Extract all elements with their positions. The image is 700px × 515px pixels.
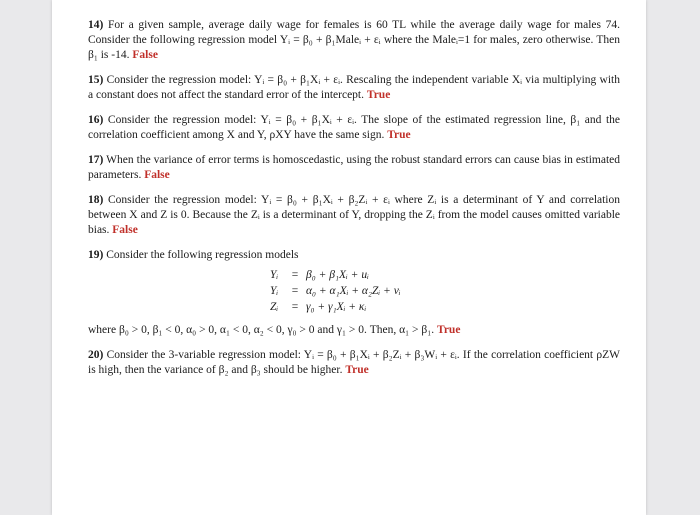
question-text: where β₀ > 0, β₁ < 0, α₀ > 0, α₁ < 0, α₂ < 0, γ₀ > 0 and γ₁ > 0. Then, α₁ > β₁.	[88, 324, 435, 336]
question-text: Consider the 3-variable regression model: Yᵢ = β₀ + β₁Xᵢ + β₂Zᵢ + β₃Wᵢ + εᵢ. If the correlation coefficient ρZW is high, then the variance of β₂ and β₃ should be higher.	[88, 349, 620, 376]
document-page	[52, 0, 646, 515]
question-text: When the variance of error terms is homoscedastic, using the robust standard errors can cause bias in estimated parameters.	[88, 154, 621, 181]
question-text: For a given sample, average daily wage for females is 60 TL while the average daily wage for males 74. Consider the following regression model Yᵢ = β₀ + β₁Maleᵢ + εᵢ where the Maleᵢ=1 for males, zero otherwise. Then β₁ is -14.	[88, 19, 621, 61]
question-16	[88, 113, 620, 143]
question-text: Consider the regression model: Yᵢ = β₀ + β₁Xᵢ + εᵢ. Rescaling the independent variable Xᵢ via multiplying with a constant does not affect the standard error of the intercept.	[88, 74, 620, 101]
equation-lhs: Yᵢ	[270, 269, 279, 281]
answer-label: True	[387, 129, 411, 141]
equation-row	[270, 283, 620, 299]
question-condition	[88, 323, 620, 338]
question-17	[88, 153, 620, 183]
question-number: 15)	[88, 74, 104, 86]
question-number: 14)	[88, 19, 104, 31]
answer-label: True	[366, 89, 391, 101]
equation-rhs: α₀ + α₁Xᵢ + α₂Zᵢ + vᵢ	[306, 285, 401, 297]
question-text: Consider the regression model: Yᵢ = β₀ + β₁Xᵢ + εᵢ. The slope of the estimated regression line, β₁ and the correlation coefficient among X and Y, ρXY have the same sign.	[88, 114, 621, 141]
question-number: 17)	[88, 154, 104, 166]
question-number: 19)	[88, 249, 104, 261]
question-18	[88, 193, 620, 238]
answer-label: False	[132, 49, 158, 61]
equation-rhs: β₀ + β₁Xᵢ + uᵢ	[306, 269, 369, 281]
equation-system	[88, 267, 620, 315]
question-list	[88, 18, 620, 388]
equation-rhs: γ₀ + γ₁Xᵢ + κᵢ	[306, 301, 367, 313]
question-number: 20)	[88, 349, 104, 361]
question-intro	[88, 248, 620, 263]
equals-sign: =	[291, 285, 299, 297]
question-number: 18)	[88, 194, 104, 206]
question-15	[88, 73, 620, 103]
equation-row	[270, 299, 620, 315]
question-20	[88, 348, 620, 378]
equals-sign: =	[291, 269, 299, 281]
question-number: 16)	[88, 114, 104, 126]
question-19	[88, 248, 620, 338]
answer-label: True	[437, 324, 461, 336]
equals-sign: =	[291, 301, 299, 313]
answer-label: False	[144, 169, 170, 181]
equation-lhs: Yᵢ	[270, 285, 279, 297]
answer-label: True	[345, 364, 369, 376]
question-intro-text: Consider the following regression models	[106, 249, 299, 261]
question-14	[88, 18, 620, 63]
question-text: Consider the regression model: Yᵢ = β₀ + β₁Xᵢ + β₂Zᵢ + εᵢ where Zᵢ is a determinant of Y and correlation between X and Z is 0. Because the Zᵢ is a determinant of Y, dropping the Zᵢ from the model causes omitted variable bias.	[88, 194, 621, 236]
equation-lhs: Zᵢ	[270, 301, 279, 313]
answer-label: False	[112, 224, 138, 236]
equation-row	[270, 267, 620, 283]
